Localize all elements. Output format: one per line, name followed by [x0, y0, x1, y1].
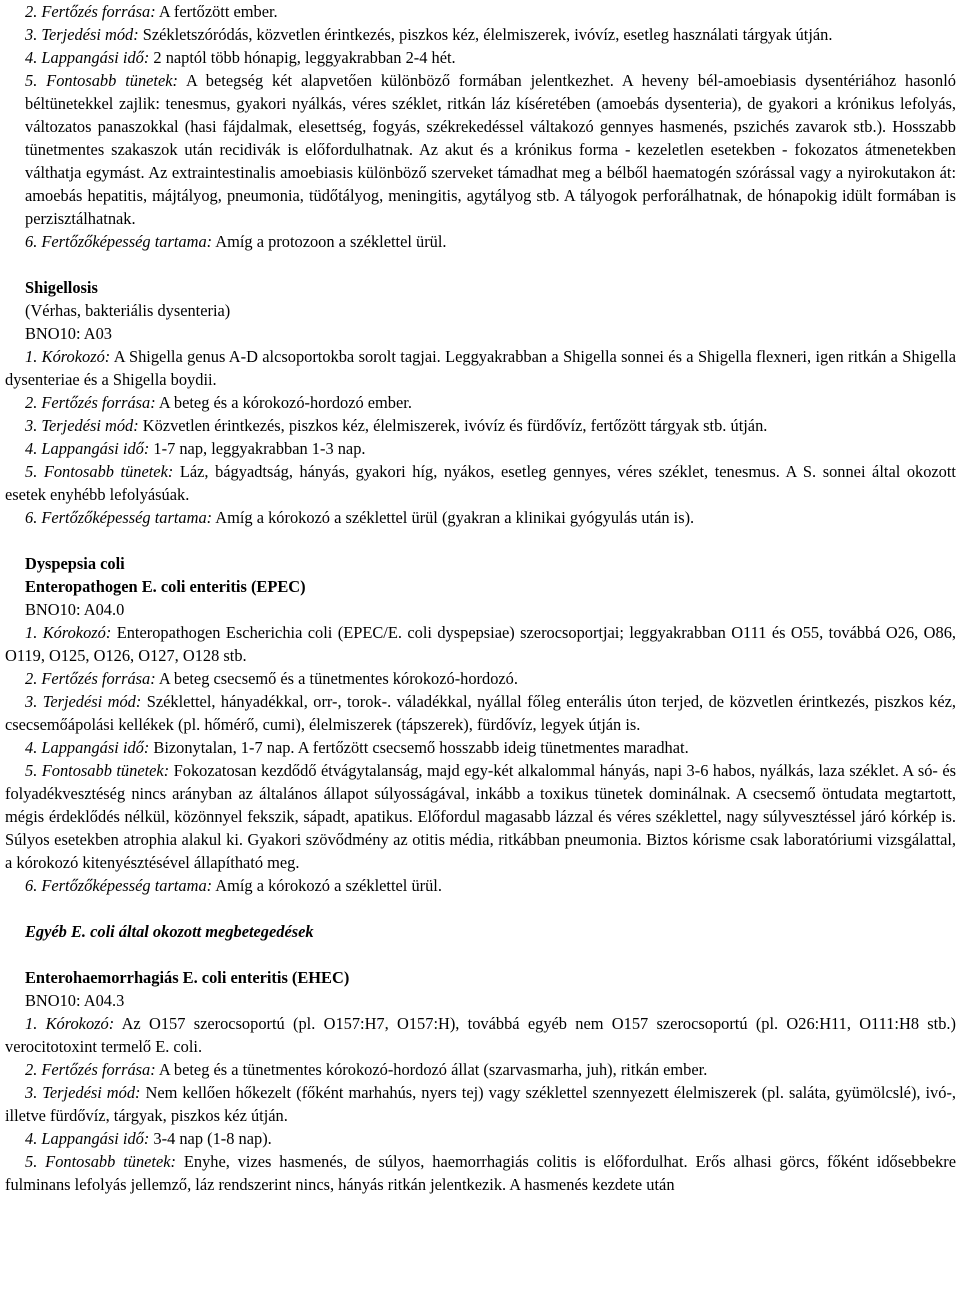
amoebiasis-contagious-period: 6. Fertőzőképesség tartama: Amíg a protozoon a széklettel ürül.	[25, 232, 447, 251]
epec-subtitle: Enteropathogen E. coli enteritis (EPEC)	[25, 577, 306, 596]
shigellosis-subtitle: (Vérhas, bakteriális dysenteria)	[25, 301, 231, 320]
shigellosis-source: 2. Fertőzés forrása: A beteg és a kórokozó-hordozó ember.	[25, 393, 412, 412]
other-ecoli-title: Egyéb E. coli által okozott megbetegedések	[25, 922, 314, 941]
section-spacer	[5, 253, 956, 276]
section-spacer	[5, 943, 956, 966]
shigellosis-transmission: 3. Terjedési mód: Közvetlen érintkezés, piszkos kéz, élelmiszerek, ivóvíz és fürdővíz, fertőzött tárgyak stb. útján.	[25, 416, 768, 435]
ehec-incubation: 4. Lappangási idő: 3-4 nap (1-8 nap).	[25, 1129, 272, 1148]
shigellosis-code: BNO10: A03	[25, 324, 112, 343]
epec-contagious-period: 6. Fertőzőképesség tartama: Amíg a kórokozó a széklettel ürül.	[25, 876, 442, 895]
ehec-symptoms: 5. Fontosabb tünetek: Enyhe, vizes hasmenés, de súlyos, haemorrhagiás colitis is előfordulhat. Erős alhasi görcs, főként idősebbekre fulminans lefolyás jellemző, láz rendszerint nincs, hányás ritkán jelentkezik. A hasmenés kezdete után	[5, 1152, 957, 1194]
shigellosis-pathogen: 1. Kórokozó: A Shigella genus A-D alcsoportokba sorolt tagjai. Leggyakrabban a Shigella sonnei és a Shigella flexneri, igen ritkán a Shigella dysenteriae és a Shigella boydii.	[5, 347, 956, 389]
epec-pathogen: 1. Kórokozó: Enteropathogen Escherichia coli (EPEC/E. coli dyspepsiae) szerocsoportjai; leggyakrabban O111 és O55, továbbá O26, O86, O119, O125, O126, O127, O128 stb.	[5, 623, 956, 665]
ehec-pathogen: 1. Kórokozó: Az O157 szerocsoportú (pl. O157:H7, O157:H), továbbá egyéb nem O157 szerocsoportú (pl. O26:H11, O111:H8 stb.) verocitotoxint termelő E. coli.	[5, 1014, 956, 1056]
shigellosis-title: Shigellosis	[25, 278, 98, 297]
amoebiasis-source: 2. Fertőzés forrása: A fertőzött ember.	[25, 2, 278, 21]
amoebiasis-transmission: 3. Terjedési mód: Székletszóródás, közvetlen érintkezés, piszkos kéz, élelmiszerek, ivóvíz, esetleg használati tárgyak útján.	[25, 25, 833, 44]
shigellosis-contagious-period: 6. Fertőzőképesség tartama: Amíg a kórokozó a széklettel ürül (gyakran a klinikai gyógyulás után is).	[25, 508, 695, 527]
epec-code: BNO10: A04.0	[25, 600, 125, 619]
ehec-source: 2. Fertőzés forrása: A beteg és a tünetmentes kórokozó-hordozó állat (szarvasmarha, juh), ritkán ember.	[25, 1060, 708, 1079]
section-spacer	[5, 897, 956, 920]
amoebiasis-symptoms: 5. Fontosabb tünetek: A betegség két alapvetően különböző formában jelentkezhet. A heveny bél-amoebiasis dysentériához hasonló béltünetekkel zajlik: tenesmus, gyakori nyálkás, véres széklet, ritkán láz kíséretében (amoebás dysenteria), de gyakori a krónikus lefolyás, változatos panaszokkal (hasi fájdalmak, elesettség, fogyás, székrekedéssel váltakozó gennyes hasmenés, pszichés zavarok stb.). Hosszabb tünetmentes szakaszok után recidivák is előfordulhatnak. Az akut és a krónikus forma - kezeletlen esetekben - fokozatos átmenetekben válthatja egymást. Az extraintestinalis amoebiasis különböző szerveket támadhat meg a bélből haematogén szórással vagy a nyirokutakon át: amoebás hepatitis, májtályog, pneumonia, tüdőtályog, meningitis, agytályog stb. A tályogok perforálhatnak, de hónapokig idült formában is perzisztálhatnak.	[25, 71, 956, 228]
epec-incubation: 4. Lappangási idő: Bizonytalan, 1-7 nap. A fertőzött csecsemő hosszabb ideig tünetmentes maradhat.	[25, 738, 689, 757]
ehec-code: BNO10: A04.3	[25, 991, 125, 1010]
shigellosis-symptoms: 5. Fontosabb tünetek: Láz, bágyadtság, hányás, gyakori híg, nyákos, esetleg gennyes, véres széklet, tenesmus. A S. sonnei által okozott esetek enyhébb lefolyásúak.	[5, 462, 956, 504]
ehec-title: Enterohaemorrhagiás E. coli enteritis (EHEC)	[25, 968, 350, 987]
ehec-transmission: 3. Terjedési mód: Nem kellően hőkezelt (főként marhahús, nyers tej) vagy széklettel szennyezett élelmiszerek (pl. saláta, gyümölcslé), ivó-, illetve fürdővíz, tárgyak, piszkos kéz útján.	[5, 1083, 956, 1125]
epec-title: Dyspepsia coli	[25, 554, 125, 573]
epec-source: 2. Fertőzés forrása: A beteg csecsemő és a tünetmentes kórokozó-hordozó.	[25, 669, 518, 688]
shigellosis-incubation: 4. Lappangási idő: 1-7 nap, leggyakrabban 1-3 nap.	[25, 439, 366, 458]
section-spacer	[5, 529, 956, 552]
amoebiasis-incubation: 4. Lappangási idő: 2 naptól több hónapig, leggyakrabban 2-4 hét.	[25, 48, 456, 67]
epec-transmission: 3. Terjedési mód: Széklettel, hányadékkal, orr-, torok-. váladékkal, nyállal főleg enterális úton terjed, de közvetlen érintkezés, piszkos kéz, csecsemőápolási kellékek (pl. hőmérő, cumi), élelmiszerek (tápszerek), fürdővíz, legyek útján is.	[5, 692, 956, 734]
epec-symptoms: 5. Fontosabb tünetek: Fokozatosan kezdődő étvágytalanság, majd egy-két alkalommal hányás, napi 3-6 habos, nyálkás, laza széklet. A só- és folyadékvesztéség nincs arányban az általános állapot súlyosságával, inkább a toxikus tünetek dominálnak. A csecsemő öntudata megtartott, mégis érdeklődés nélkül, közönnyel fekszik, sápadt, apatikus. Előfordul magasabb lázzal és véres széklettel, nagy súlyvesztéssel járó kórkép is. Súlyos esetekben atrophia alakul ki. Gyakori szövődmény az otitis média, ritkábban pneumonia. Biztos kórisme csak laboratóriumi vizsgálattal, a kórokozó kitenyésztésével állapítható meg.	[5, 761, 956, 872]
